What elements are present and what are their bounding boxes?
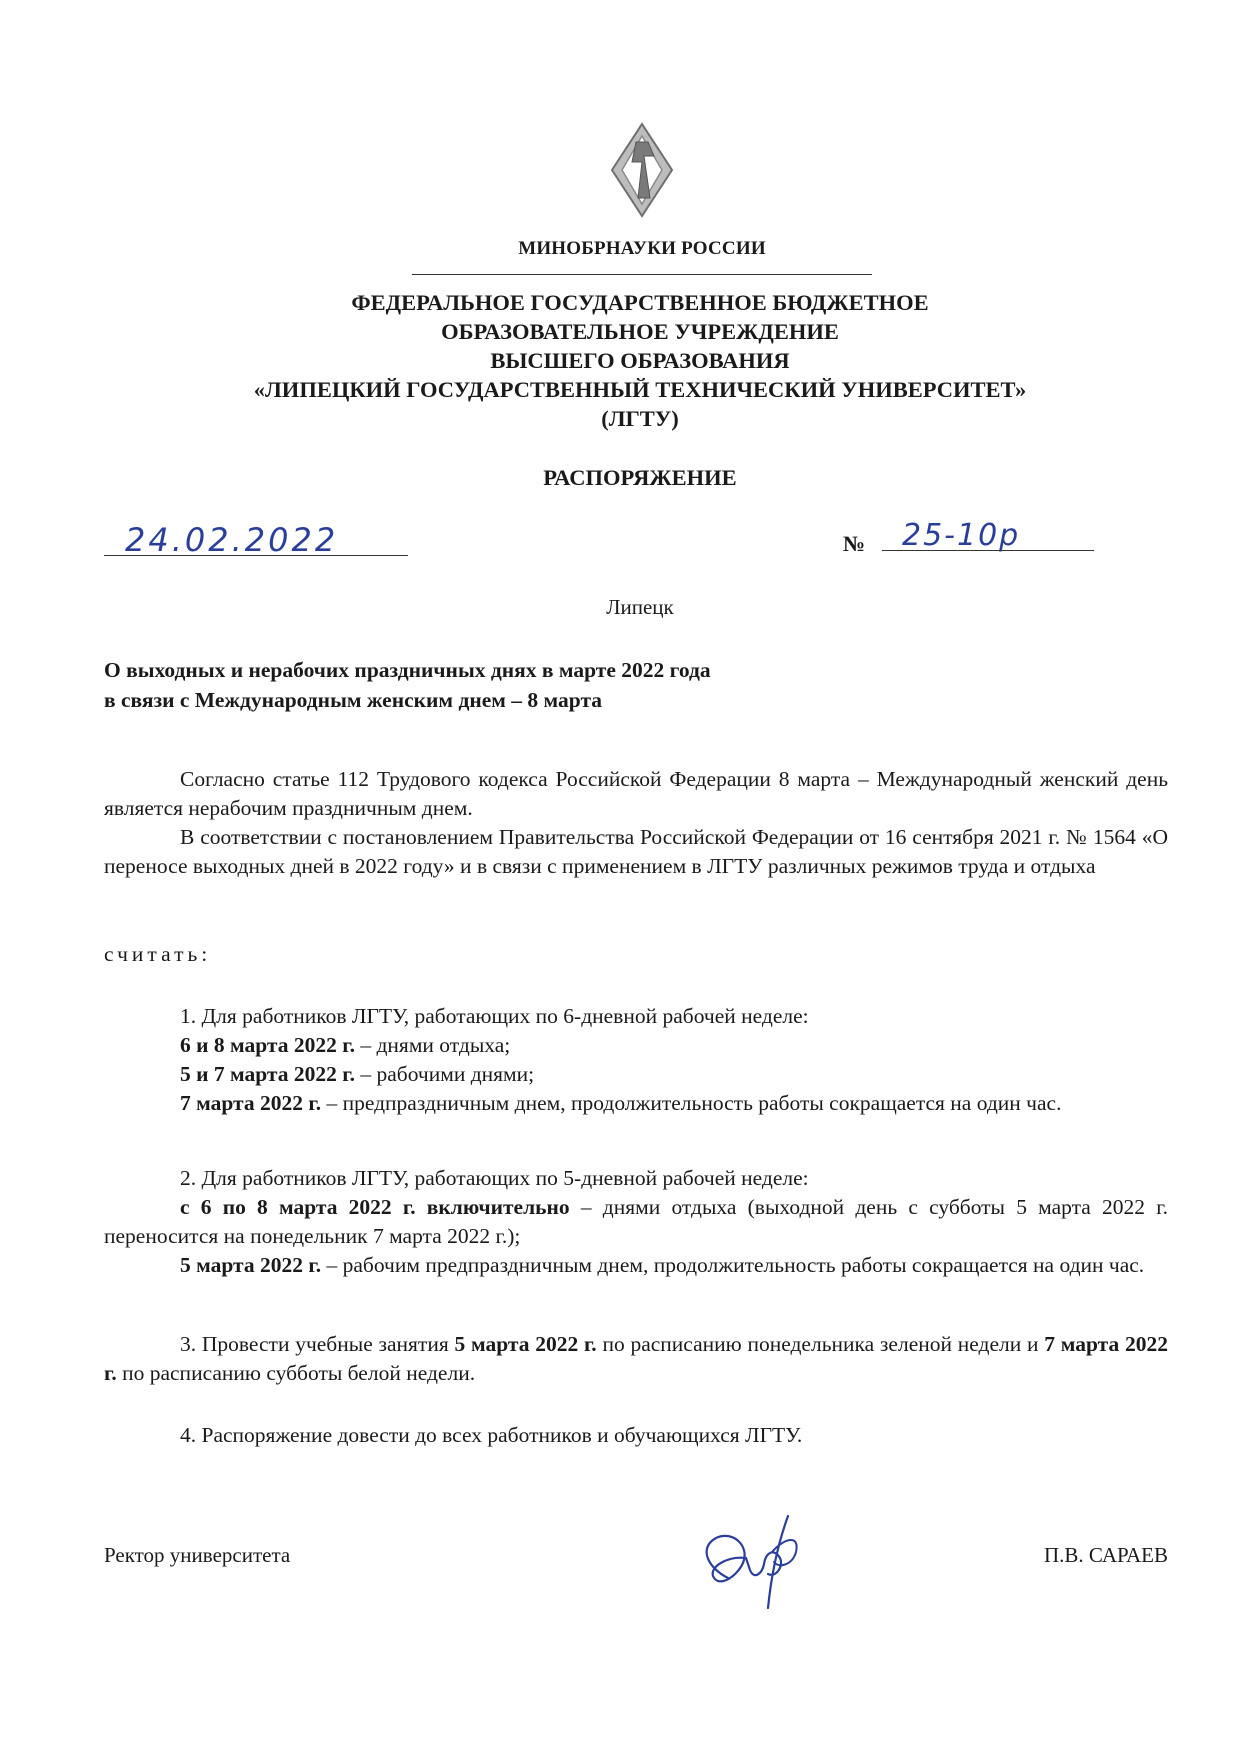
item-text: – рабочими днями; <box>354 1062 535 1086</box>
preamble <box>104 765 1168 881</box>
city: Липецк <box>606 595 674 619</box>
bold-date: с 6 по 8 марта 2022 г. включительно <box>180 1195 570 1219</box>
org-line: ОБРАЗОВАТЕЛЬНОЕ УЧРЕЖДЕНИЕ <box>441 319 839 344</box>
item-text: 3. Провести учебные занятия <box>180 1332 455 1356</box>
signer-title: Ректор университета <box>104 1543 291 1567</box>
item-2 <box>104 1164 1168 1280</box>
item-text: – рабочим предпраздничным днем, продолжительность работы сокращается на один час. <box>321 1253 1145 1277</box>
item-heading: 2. Для работников ЛГТУ, работающих по 5-дневной рабочей неделе: <box>180 1166 809 1190</box>
item-text: – днями отдыха (выходной день с субботы 5 марта 2022 г. переносится на понедельник 7 марта 2022 г.); <box>104 1195 1168 1248</box>
org-line: «ЛИПЕЦКИЙ ГОСУДАРСТВЕННЫЙ ТЕХНИЧЕСКИЙ УНИВЕРСИТЕТ» <box>253 377 1027 402</box>
paragraph: В соответствии с постановлением Правительства Российской Федерации от 16 сентября 2021 г. № 1564 «О переносе выходных дней в 2022 году» и в связи с применением в ЛГТУ различных режимов труда и отдыха <box>104 825 1168 878</box>
item-3 <box>104 1330 1168 1388</box>
item-text: – предпраздничным днем, продолжительность работы сокращается на один час. <box>321 1091 1062 1115</box>
signer-name: П.В. САРАЕВ <box>1043 1543 1168 1567</box>
item-line <box>104 1031 1168 1060</box>
subject-line: в связи с Международным женским днем – 8 марта <box>104 688 603 712</box>
item-4 <box>104 1421 1168 1450</box>
signature-icon <box>688 1508 838 1618</box>
number-sign: № <box>843 531 866 556</box>
item-1 <box>104 1002 1168 1118</box>
number-underline <box>882 550 1094 551</box>
item-text: по расписанию понедельника зеленой недели и <box>596 1332 1045 1356</box>
item-line <box>104 1060 1168 1089</box>
bold-date: 5 марта 2022 г. <box>180 1253 322 1277</box>
bold-date: 5 и 7 марта 2022 г. <box>180 1062 355 1086</box>
org-line: ВЫСШЕГО ОБРАЗОВАНИЯ <box>490 348 790 373</box>
item-line <box>104 1089 1168 1118</box>
org-line: (ЛГТУ) <box>601 406 679 431</box>
item-paragraph: 4. Распоряжение довести до всех работников и обучающихся ЛГТУ. <box>180 1423 803 1447</box>
ministry-name: МИНОБРНАУКИ РОССИИ <box>518 238 766 259</box>
date-underline <box>104 555 408 556</box>
ministry-emblem-icon <box>608 122 676 218</box>
document-type: РАСПОРЯЖЕНИЕ <box>543 465 737 490</box>
bold-date: 7 марта 2022 г. <box>180 1091 322 1115</box>
ministry-divider <box>412 274 872 275</box>
handwritten-date: 24.02.2022 <box>125 521 339 559</box>
organization-name <box>140 288 1140 433</box>
decision-word: считать: <box>104 942 212 966</box>
item-text: по расписанию субботы белой недели. <box>116 1361 476 1385</box>
org-line: ФЕДЕРАЛЬНОЕ ГОСУДАРСТВЕННОЕ БЮДЖЕТНОЕ <box>351 290 929 315</box>
paragraph: Согласно статье 112 Трудового кодекса Российской Федерации 8 марта – Международный женский день является нерабочим праздничным днем. <box>104 767 1168 820</box>
item-line <box>104 1193 1168 1251</box>
decision-word-block <box>104 940 1168 969</box>
bold-date: 5 марта 2022 г. <box>454 1332 597 1356</box>
item-heading: 1. Для работников ЛГТУ, работающих по 6-дневной рабочей неделе: <box>180 1004 809 1028</box>
document-subject <box>104 655 1004 715</box>
item-line <box>104 1251 1168 1280</box>
bold-date: 7 марта 2022 г. <box>104 1332 1168 1385</box>
item-text: – днями отдыха; <box>354 1033 511 1057</box>
item-paragraph <box>104 1330 1168 1388</box>
subject-line: О выходных и нерабочих праздничных днях в марте 2022 года <box>104 658 711 682</box>
bold-date: 6 и 8 марта 2022 г. <box>180 1033 355 1057</box>
handwritten-number: 25-10р <box>902 518 1021 553</box>
